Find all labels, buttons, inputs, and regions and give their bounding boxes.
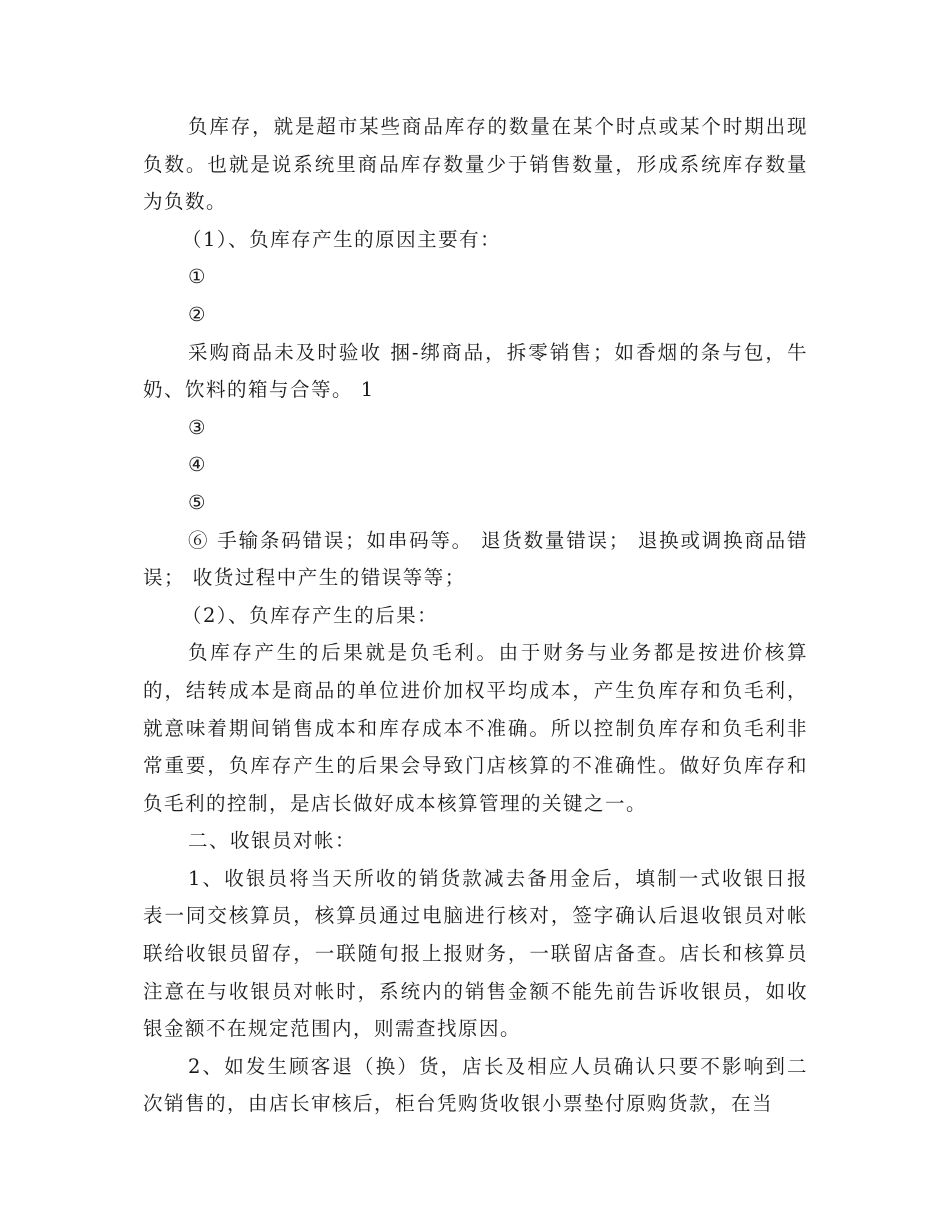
list-marker-4: ④	[188, 453, 207, 477]
paragraph-cause-errors: ⑥ 手输条码错误；如串码等。 退货数量错误； 退换或调换商品错误； 收货过程中产生的错误等等；	[143, 528, 808, 590]
paragraph-consequences: 负库存产生的后果就是负毛利。由于财务与业务都是按进价核算的，结转成本是商品的单位进价加权平均成本，产生负库存和负毛利，就意味着期间销售成本和库存成本不准确。所以控制负库存和负毛利非常重要，负库存产生的后果会导致门店核算的不准确性。做好负库存和负毛利的控制，是店长做好成本核算管理的关键之一。	[143, 641, 808, 815]
paragraph-reconciliation-1: 1、收银员将当天所收的销货款减去备用金后，填制一式收银日报表一同交核算员，核算员通过电脑进行核对，签字确认后退收银员对帐联给收银员留存，一联随旬报上报财务，一联留店备查。店长和核算员注意在与收银员对帐时，系统内的销售金额不能先前告诉收银员，如收银金额不在规定范围内，则需查找原因。	[143, 866, 808, 1041]
list-marker-2: ②	[188, 302, 207, 326]
heading-cashier-reconciliation: 二、收银员对帐：	[188, 829, 357, 853]
list-marker-5: ⑤	[188, 490, 207, 514]
list-marker-3: ③	[188, 415, 207, 439]
document-body	[143, 108, 808, 1123]
paragraph-reconciliation-2: 2、如发生顾客退（换）货，店长及相应人员确认只要不影响到二次销售的，由店长审核后，柜台凭购货收银小票垫付原购货款，在当	[143, 1054, 808, 1116]
paragraph-cause-purchase: 采购商品未及时验收 捆-绑商品，拆零销售；如香烟的条与包，牛奶、饮料的箱与合等。 1	[143, 340, 808, 402]
heading-consequences: （2）、负库存产生的后果：	[182, 603, 439, 627]
paragraph-definition: 负库存，就是超市某些商品库存的数量在某个时点或某个时期出现负数。也就是说系统里商品库存数量少于销售数量，形成系统库存数量为负数。	[143, 115, 808, 214]
heading-causes: （1）、负库存产生的原因主要有：	[182, 227, 502, 251]
list-marker-1: ①	[188, 265, 207, 289]
